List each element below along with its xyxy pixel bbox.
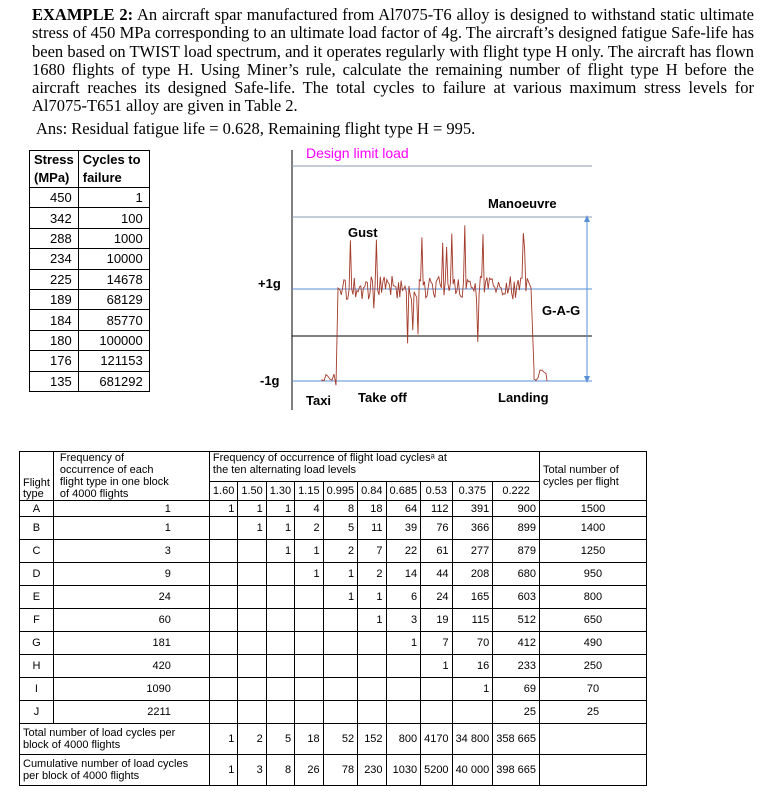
- flight-type-row: [20, 632, 647, 655]
- cycle-count: 2: [358, 563, 386, 586]
- cycle-count: [295, 701, 323, 724]
- cycle-count: 1: [421, 655, 452, 678]
- cycle-count: [238, 701, 266, 724]
- cycle-count: 70: [452, 632, 493, 655]
- total-cycles: 490: [539, 632, 646, 655]
- cycle-count: 19: [421, 609, 452, 632]
- flight-type-row: [20, 701, 647, 724]
- cycle-count: 69: [493, 678, 540, 701]
- cycle-count: 391: [452, 501, 493, 517]
- cycle-count: [238, 540, 266, 563]
- cycle-count: [209, 517, 237, 540]
- cycle-count: [266, 586, 294, 609]
- cycle-count: 1: [266, 517, 294, 540]
- cycles-header: Cycles to failure: [78, 151, 149, 188]
- total-cycles: 650: [539, 609, 646, 632]
- row-label: Total number of load cycles per block of 4000 flights: [20, 724, 210, 755]
- problem-statement: [32, 6, 754, 116]
- cycle-count: 61: [421, 540, 452, 563]
- cycle-count: [386, 655, 421, 678]
- cycle-count: 18: [358, 501, 386, 517]
- stress-table-row: [30, 310, 150, 330]
- cycle-count: [358, 678, 386, 701]
- cycle-count: [358, 701, 386, 724]
- cycle-count: 1: [266, 540, 294, 563]
- cycle-count: 1: [323, 563, 358, 586]
- minus1g-label: -1g: [260, 373, 280, 388]
- load-level-header: 1.60: [209, 482, 237, 501]
- flight-frequency: 3: [53, 540, 209, 563]
- stress-value: 135: [30, 371, 79, 391]
- cycle-count: 1: [209, 724, 237, 755]
- gag-arrow-head-down: [584, 376, 590, 383]
- load-level-header: 0.995: [323, 482, 358, 501]
- load-level-header: 0.685: [386, 482, 421, 501]
- total-cycles: 1500: [539, 501, 646, 517]
- cycle-count: 8: [266, 755, 294, 786]
- flight-frequency: 1: [53, 517, 209, 540]
- stress-table-row: [30, 269, 150, 289]
- cycle-count: [295, 655, 323, 678]
- flight-frequency-header: Frequency of occurrence of each flight type in one block of 4000 flights: [53, 452, 209, 501]
- gag-label: G-A-G: [542, 303, 581, 318]
- cycle-count: 18: [295, 724, 323, 755]
- gag-arrow-head-up: [584, 215, 590, 222]
- cycle-count: 1: [358, 586, 386, 609]
- cycle-count: [209, 563, 237, 586]
- load-level-header: 0.53: [421, 482, 452, 501]
- cycle-count: 800: [386, 724, 421, 755]
- cycle-count: [238, 609, 266, 632]
- cycles-value: 1: [78, 188, 149, 208]
- cycle-count: 6: [386, 586, 421, 609]
- cycle-count: 1: [238, 517, 266, 540]
- total-cycles: 1400: [539, 517, 646, 540]
- cycle-count: [238, 586, 266, 609]
- cycle-count: 358 665: [493, 724, 540, 755]
- total-cycles: 70: [539, 678, 646, 701]
- flight-type-row: [20, 678, 647, 701]
- cumulative-cycles-row: [20, 755, 647, 786]
- cycle-count: 44: [421, 563, 452, 586]
- flight-type: D: [20, 563, 54, 586]
- load-signal-line: [322, 225, 547, 385]
- cycle-count: 115: [452, 609, 493, 632]
- cycle-count: 366: [452, 517, 493, 540]
- cycle-count: 230: [358, 755, 386, 786]
- cycle-count: 7: [421, 632, 452, 655]
- cycle-count: [209, 586, 237, 609]
- cycles-value: 100000: [78, 330, 149, 350]
- cycle-count: 4: [295, 501, 323, 517]
- total-cycles: 950: [539, 563, 646, 586]
- cycle-count: [209, 678, 237, 701]
- answer-line: Ans: Residual fatigue life = 0.628, Remaining flight type H = 995.: [36, 119, 476, 138]
- cycles-value: 85770: [78, 310, 149, 330]
- takeoff-label: Take off: [358, 390, 407, 405]
- cycle-count: [209, 655, 237, 678]
- stress-value: 342: [30, 208, 79, 228]
- example-text: An aircraft spar manufactured from Al7075-T6 alloy is designed to withstand static ultimate stress of 450 MPa corresponding to an ultimate load factor of 4g. The aircraft’s designed fatigue Safe-life has been based on TWIST load spectrum, and it operates regularly with flight type H only. The aircraft has flown 1680 flights of type H. Using Miner’s rule, calculate the remaining number of flight type H before the aircraft reaches its designed Safe-life. The total cycles to failure at various maximum stress levels for Al7075-T651 alloy are given in Table 2.: [32, 5, 754, 116]
- stress-value: 450: [30, 188, 79, 208]
- cycle-count: 5200: [421, 755, 452, 786]
- cycles-value: 68129: [78, 289, 149, 309]
- flight-frequency: 181: [53, 632, 209, 655]
- cycle-count: [209, 609, 237, 632]
- flight-load-frequency-table: [19, 451, 647, 786]
- stress-table-row: [30, 228, 150, 248]
- cycle-count: 900: [493, 501, 540, 517]
- stress-table-row: [30, 330, 150, 350]
- flight-frequency: 60: [53, 609, 209, 632]
- cycle-count: 1: [386, 632, 421, 655]
- cycle-count: [238, 632, 266, 655]
- row-label: Cumulative number of load cycles per block of 4000 flights: [20, 755, 210, 786]
- cycle-count: [209, 632, 237, 655]
- cycle-count: 24: [421, 586, 452, 609]
- cycle-count: 52: [323, 724, 358, 755]
- manoeuvre-label: Manoeuvre: [488, 196, 557, 211]
- flight-type-row: [20, 563, 647, 586]
- cycle-count: 398 665: [493, 755, 540, 786]
- flight-frequency: 420: [53, 655, 209, 678]
- flight-frequency: 24: [53, 586, 209, 609]
- cycle-count: 1030: [386, 755, 421, 786]
- flight-type: B: [20, 517, 54, 540]
- cycle-count: 152: [358, 724, 386, 755]
- cycle-count: 3: [386, 609, 421, 632]
- stress-table-row: [30, 289, 150, 309]
- stress-table-row: [30, 351, 150, 371]
- flight-type-row: [20, 540, 647, 563]
- cycle-count: 4170: [421, 724, 452, 755]
- landing-label: Landing: [498, 390, 549, 405]
- cycle-count: [209, 540, 237, 563]
- cycle-count: 5: [266, 724, 294, 755]
- flight-type-row: [20, 501, 647, 517]
- stress-value: 184: [30, 310, 79, 330]
- load-spectrum-diagram: [240, 138, 610, 418]
- load-level-header: 0.84: [358, 482, 386, 501]
- stress-value: 288: [30, 228, 79, 248]
- cycle-count: [323, 655, 358, 678]
- cycle-count: 78: [323, 755, 358, 786]
- cycle-count: 2: [323, 540, 358, 563]
- cycle-count: [266, 563, 294, 586]
- cycle-count: 1: [209, 755, 237, 786]
- cycle-count: 25: [493, 701, 540, 724]
- cycle-count: [358, 632, 386, 655]
- flight-frequency: 9: [53, 563, 209, 586]
- cycle-count: 2: [295, 517, 323, 540]
- load-level-header: 1.15: [295, 482, 323, 501]
- cycle-count: 64: [386, 501, 421, 517]
- cycle-count: 603: [493, 586, 540, 609]
- cycle-count: 26: [295, 755, 323, 786]
- flight-frequency: 1: [53, 501, 209, 517]
- cycle-count: 40 000: [452, 755, 493, 786]
- cycle-count: 1: [238, 501, 266, 517]
- cycle-count: [295, 632, 323, 655]
- cycles-value: 1000: [78, 228, 149, 248]
- cycle-count: [323, 701, 358, 724]
- cycle-count: [386, 678, 421, 701]
- stress-value: 225: [30, 269, 79, 289]
- cycle-count: 11: [358, 517, 386, 540]
- cycle-count: 112: [421, 501, 452, 517]
- cycle-count: 680: [493, 563, 540, 586]
- taxi-label: Taxi: [306, 393, 332, 408]
- flight-frequency: 1090: [53, 678, 209, 701]
- total-cycles-header: Total number of cycles per flight: [539, 452, 646, 501]
- flight-type: J: [20, 701, 54, 724]
- cycle-count: 412: [493, 632, 540, 655]
- empty-cell: [539, 724, 646, 755]
- cycle-count: [421, 701, 452, 724]
- cycle-count: [209, 701, 237, 724]
- cycle-count: [452, 701, 493, 724]
- flight-frequency: 2211: [53, 701, 209, 724]
- load-level-header: 0.222: [493, 482, 540, 501]
- total-cycles: 800: [539, 586, 646, 609]
- total-cycles-row: [20, 724, 647, 755]
- flight-type-header: Flight type: [20, 452, 54, 501]
- cycle-count: 2: [238, 724, 266, 755]
- flight-type-row: [20, 609, 647, 632]
- cycle-count: [323, 609, 358, 632]
- cycles-value: 14678: [78, 269, 149, 289]
- flight-type-row: [20, 586, 647, 609]
- cycle-count: [295, 678, 323, 701]
- empty-cell: [539, 755, 646, 786]
- stress-value: 176: [30, 351, 79, 371]
- cycle-count: [238, 563, 266, 586]
- stress-value: 189: [30, 289, 79, 309]
- cycle-count: 3: [238, 755, 266, 786]
- flight-type: F: [20, 609, 54, 632]
- cycle-count: [295, 586, 323, 609]
- design-limit-label: Design limit load: [306, 145, 409, 161]
- cycle-count: 8: [323, 501, 358, 517]
- cycle-count: 1: [323, 586, 358, 609]
- cycle-count: 1: [295, 540, 323, 563]
- flight-type: I: [20, 678, 54, 701]
- stress-table-row: [30, 208, 150, 228]
- stress-table-row: [30, 249, 150, 269]
- flight-type: C: [20, 540, 54, 563]
- cycle-count: 76: [421, 517, 452, 540]
- load-level-header: 1.50: [238, 482, 266, 501]
- total-cycles: 25: [539, 701, 646, 724]
- flight-type: H: [20, 655, 54, 678]
- cycle-count: 165: [452, 586, 493, 609]
- flight-type: E: [20, 586, 54, 609]
- cycle-count: [266, 678, 294, 701]
- cycle-count: 879: [493, 540, 540, 563]
- cycle-count: [421, 678, 452, 701]
- load-levels-header: Frequency of occurrence of flight load cyclesᵃ at the ten alternating load levels: [209, 452, 539, 482]
- flight-type: A: [20, 501, 54, 517]
- cycle-count: [323, 632, 358, 655]
- cycle-count: 208: [452, 563, 493, 586]
- gust-label: Gust: [348, 225, 378, 240]
- example-label: EXAMPLE 2:: [32, 5, 134, 24]
- cycle-count: 22: [386, 540, 421, 563]
- cycle-count: [266, 701, 294, 724]
- total-cycles: 1250: [539, 540, 646, 563]
- cycle-count: 5: [323, 517, 358, 540]
- cycle-count: [295, 609, 323, 632]
- stress-value: 234: [30, 249, 79, 269]
- cycle-count: [238, 655, 266, 678]
- cycle-count: 899: [493, 517, 540, 540]
- load-level-header: 0.375: [452, 482, 493, 501]
- cycle-count: 1: [209, 501, 237, 517]
- cycle-count: [238, 678, 266, 701]
- stress-cycles-table: [29, 150, 150, 392]
- cycle-count: 34 800: [452, 724, 493, 755]
- cycles-value: 100: [78, 208, 149, 228]
- cycle-count: 1: [266, 501, 294, 517]
- load-signal-trace: [322, 225, 547, 385]
- cycle-count: [266, 609, 294, 632]
- cycle-count: 277: [452, 540, 493, 563]
- cycles-value: 121153: [78, 351, 149, 371]
- cycles-value: 10000: [78, 249, 149, 269]
- cycle-count: [266, 632, 294, 655]
- cycle-count: 233: [493, 655, 540, 678]
- total-cycles: 250: [539, 655, 646, 678]
- cycle-count: 512: [493, 609, 540, 632]
- plus1g-label: +1g: [258, 276, 281, 291]
- stress-table-row: [30, 371, 150, 391]
- load-level-header: 1.30: [266, 482, 294, 501]
- cycle-count: [323, 678, 358, 701]
- cycle-count: 1: [358, 609, 386, 632]
- flight-type-row: [20, 655, 647, 678]
- cycles-value: 681292: [78, 371, 149, 391]
- cycle-count: 39: [386, 517, 421, 540]
- stress-table-row: [30, 188, 150, 208]
- cycle-count: 1: [452, 678, 493, 701]
- cycle-count: [358, 655, 386, 678]
- flight-type: G: [20, 632, 54, 655]
- cycle-count: [266, 655, 294, 678]
- cycle-count: 7: [358, 540, 386, 563]
- cycle-count: 16: [452, 655, 493, 678]
- stress-header: Stress (MPa): [30, 151, 79, 188]
- cycle-count: [386, 701, 421, 724]
- stress-value: 180: [30, 330, 79, 350]
- cycle-count: 1: [295, 563, 323, 586]
- flight-type-row: [20, 517, 647, 540]
- cycle-count: 14: [386, 563, 421, 586]
